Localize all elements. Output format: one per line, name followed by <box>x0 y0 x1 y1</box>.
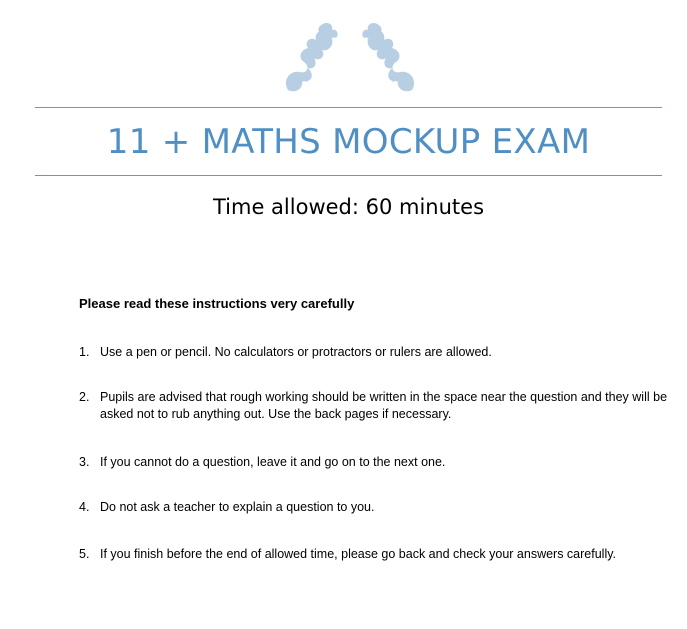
title-rule-top <box>35 107 662 108</box>
time-allowed: Time allowed: 60 minutes <box>212 195 485 219</box>
item-number: 2. <box>79 390 90 404</box>
instructions-heading: Please read these instructions very carefully <box>79 296 355 311</box>
list-item <box>79 546 687 563</box>
list-item <box>79 499 687 516</box>
item-number: 3. <box>79 455 90 469</box>
item-text: If you finish before the end of allowed time, please go back and check your answers carefully. <box>100 547 617 561</box>
list-item <box>79 344 687 361</box>
item-text: Do not ask a teacher to explain a question to you. <box>100 500 375 514</box>
item-text: If you cannot do a question, leave it and go on to the next one. <box>100 455 446 469</box>
item-number: 4. <box>79 500 90 514</box>
page-title: 11 + MATHS MOCKUP EXAM <box>106 122 591 162</box>
item-text: Pupils are advised that rough working should be written in the space near the question and they will be asked not to rub anything out. Use the back pages if necessary. <box>100 390 668 421</box>
title-rule-bottom <box>35 175 662 176</box>
list-item <box>79 454 687 471</box>
item-number: 1. <box>79 345 90 359</box>
floral-flourish-icon <box>280 18 420 96</box>
item-text: Use a pen or pencil. No calculators or protractors or rulers are allowed. <box>100 345 492 359</box>
list-item <box>79 389 687 423</box>
item-number: 5. <box>79 547 90 561</box>
